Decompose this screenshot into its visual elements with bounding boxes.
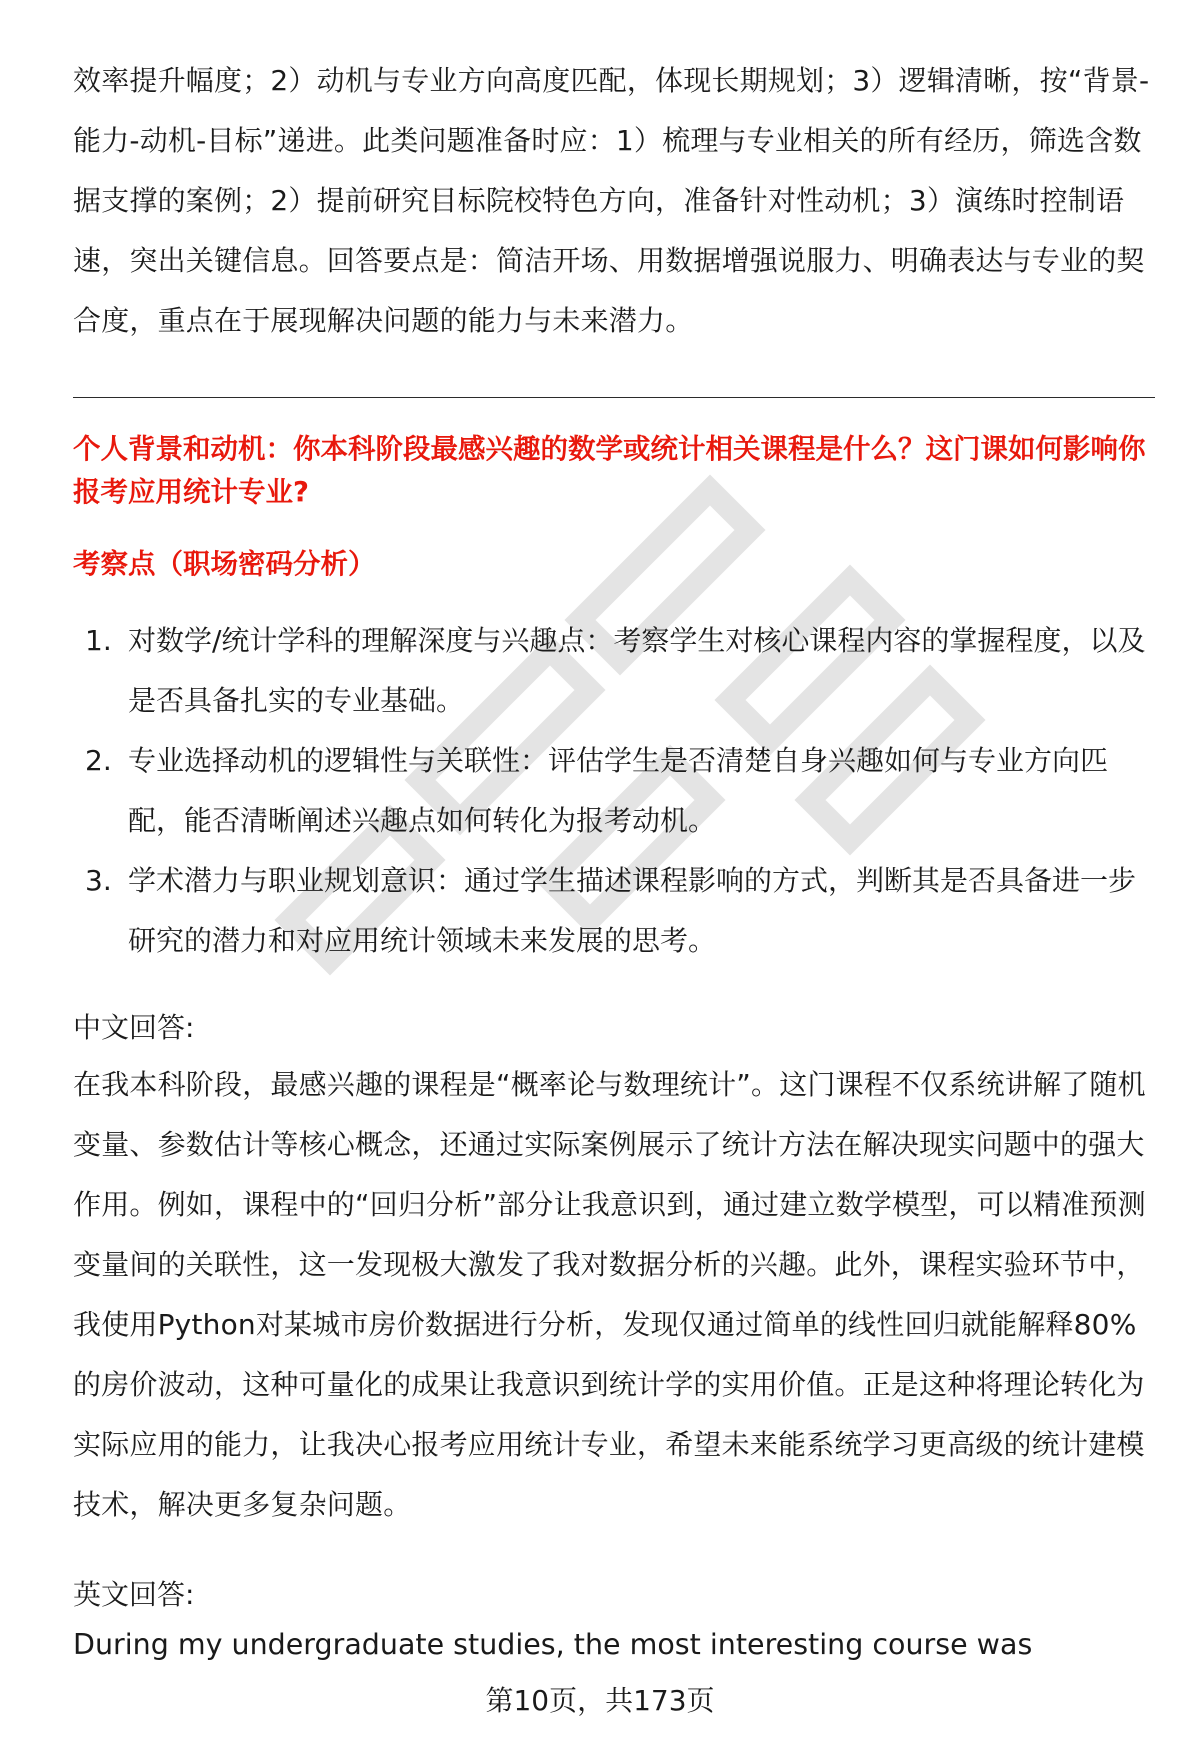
list-item-text: 专业选择动机的逻辑性与关联性：评估学生是否清楚自身兴趣如何与专业方向匹配，能否清晰阐述兴趣点如何转化为报考动机。	[128, 744, 1109, 837]
list-item-number: 2.	[85, 744, 112, 777]
list-item-number: 3.	[85, 864, 112, 897]
list-item-text: 对数学/统计学科的理解深度与兴趣点：考察学生对核心课程内容的掌握程度，以及是否具备扎实的专业基础。	[128, 624, 1146, 717]
chinese-answer-paragraph: 在我本科阶段，最感兴趣的课程是“概率论与数理统计”。这门课程不仅系统讲解了随机变量、参数估计等核心概念，还通过实际案例展示了统计方法在解决现实问题中的强大作用。例如，课程中的“回归分析”部分让我意识到，通过建立数学模型，可以精准预测变量间的关联性，这一发现极大激发了我对数据分析的兴趣。此外，课程实验环节中，我使用Python对某城市房价数据进行分析，发现仅通过简单的线性回归就能解释80%的房价波动，这种可量化的成果让我意识到统计学的实用价值。正是这种将理论转化为实际应用的能力，让我决心报考应用统计专业，希望未来能系统学习更高级的统计建模技术，解决更多复杂问题。	[73, 1068, 1146, 1521]
list-item	[73, 611, 1155, 731]
chinese-answer-label: 中文回答:	[73, 1011, 195, 1044]
list-item-text: 学术潜力与职业规划意识：通过学生描述课程影响的方式，判断其是否具备进一步研究的潜力和对应用统计领域未来发展的思考。	[128, 864, 1137, 957]
focus-section-title: 考察点（职场密码分析）	[73, 548, 376, 580]
focus-points-list	[73, 611, 1155, 971]
english-answer-label: 英文回答:	[73, 1578, 195, 1611]
question-heading: 个人背景和动机：你本科阶段最感兴趣的数学或统计相关课程是什么？这门课如何影响你报考应用统计专业?	[73, 433, 1146, 508]
english-answer-paragraph: During my undergraduate studies, the most interesting course was	[73, 1628, 1033, 1661]
section-divider	[73, 397, 1155, 398]
list-item-number: 1.	[85, 624, 112, 657]
top-paragraph: 效率提升幅度；2）动机与专业方向高度匹配，体现长期规划；3）逻辑清晰，按“背景-能力-动机-目标”递进。此类问题准备时应：1）梳理与专业相关的所有经历，筛选含数据支撑的案例；2）提前研究目标院校特色方向，准备针对性动机；3）演练时控制语速，突出关键信息。回答要点是：简洁开场、用数据增强说服力、明确表达与专业的契合度，重点在于展现解决问题的能力与未来潜力。	[73, 64, 1150, 337]
list-item	[73, 731, 1155, 851]
list-item	[73, 851, 1155, 971]
page-number-footer: 第10页，共173页	[485, 1684, 715, 1717]
